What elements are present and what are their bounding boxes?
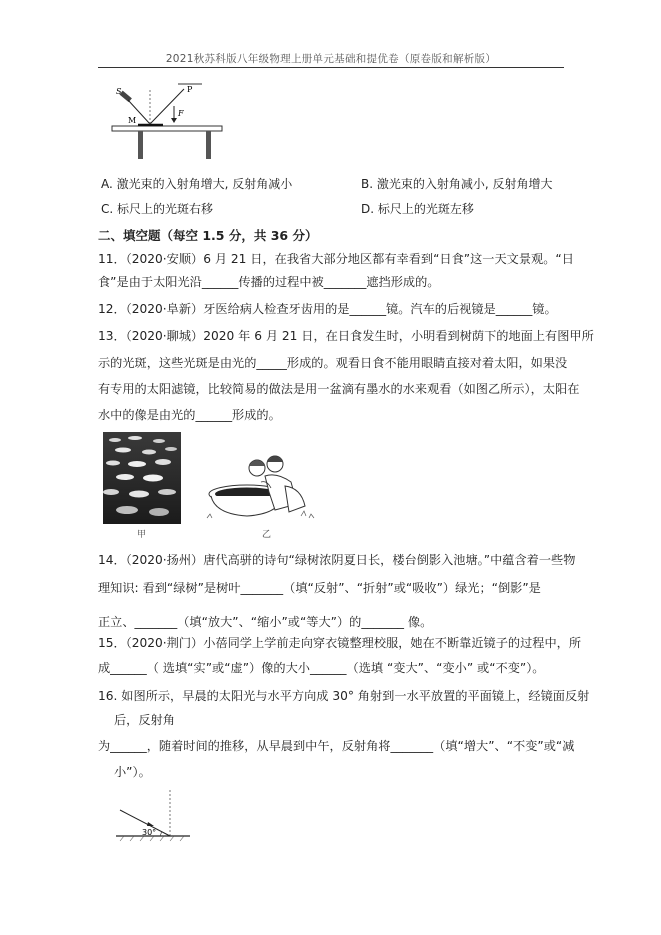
q16-line4: 小”）。	[114, 765, 151, 779]
mirror-angle-figure	[114, 788, 198, 844]
q13-line4: 水中的像是由光的______形成的。	[98, 408, 281, 422]
drawing-yi	[205, 452, 323, 524]
page-header: 2021秋苏科版八年级物理上册单元基础和提优卷（原卷版和解析版）	[165, 53, 497, 65]
q11-line1: 11．（2020·安顺）6 月 21 日，在我省大部分地区都有幸看到“日食”这一天文景观。“日	[98, 252, 574, 266]
option-b: B. 激光束的入射角减小, 反射角增大	[361, 177, 553, 191]
laser-mirror-figure	[108, 82, 228, 162]
q16-line2: 后，反射角	[114, 713, 175, 727]
label-p: P	[187, 85, 193, 94]
angle-label: 30°	[142, 828, 157, 837]
q12-line1: 12．（2020·阜新）牙医给病人检查牙齿用的是______镜。汽车的后视镜是______镜。	[98, 302, 557, 316]
q13-line2: 示的光斑，这些光斑是由光的_____形成的。观看日食不能用眼睛直接对着太阳，如果没	[98, 356, 568, 370]
q16-line3: 为______，随着时间的推移，从早晨到中午，反射角将_______（填“增大”、“不变”或“减	[98, 739, 575, 753]
q14-line2: 理知识: 看到“绿树”是树叶_______（填“反射”、“折射”或“吸收”）绿光；“倒影”是	[98, 581, 541, 595]
option-c: C. 标尺上的光斑右移	[101, 202, 214, 216]
caption-yi: 乙	[262, 530, 272, 540]
q13-line1: 13．（2020·聊城）2020 年 6 月 21 日，在日食发生时，小明看到树荫下的地面上有图甲所	[98, 329, 594, 343]
q15-line2: 成______（ 选填“实”或“虚”）像的大小______（选填 “变大”、“变小” 或“不变”）。	[98, 661, 545, 675]
label-f: F	[178, 109, 184, 118]
q13-line3: 有专用的太阳滤镜，比较简易的做法是用一盆滴有墨水的水来观看（如图乙所示），太阳在	[98, 382, 580, 396]
q11-line2: 食”是由于太阳光沿______传播的过程中被_______遮挡形成的。	[98, 275, 440, 289]
q14-line1: 14．（2020·扬州）唐代高骈的诗句“绿树浓阴夏日长，楼台倒影入池塘。”中蕴含着一些物	[98, 553, 576, 567]
header-rule	[98, 67, 564, 68]
photo-jia	[103, 432, 181, 524]
q16-line1: 16. 如图所示，早晨的太阳光与水平方向成 30° 角射到一水平放置的平面镜上，经镜面反射	[98, 689, 590, 703]
section-title: 二、填空题（每空 1.5 分，共 36 分）	[98, 228, 318, 243]
caption-jia: 甲	[137, 530, 147, 540]
option-d: D. 标尺上的光斑左移	[361, 202, 474, 216]
q15-line1: 15．（2020·荆门）小蓓同学上学前走向穿衣镜整理校服，她在不断靠近镜子的过程中，所	[98, 636, 582, 650]
option-a: A. 激光束的入射角增大, 反射角减小	[101, 177, 293, 191]
q14-line3: 正立、_______（填“放大”、“缩小”或“等大”）的_______ 像。	[98, 615, 433, 629]
label-m: M	[128, 116, 137, 125]
label-s: S	[116, 87, 122, 96]
